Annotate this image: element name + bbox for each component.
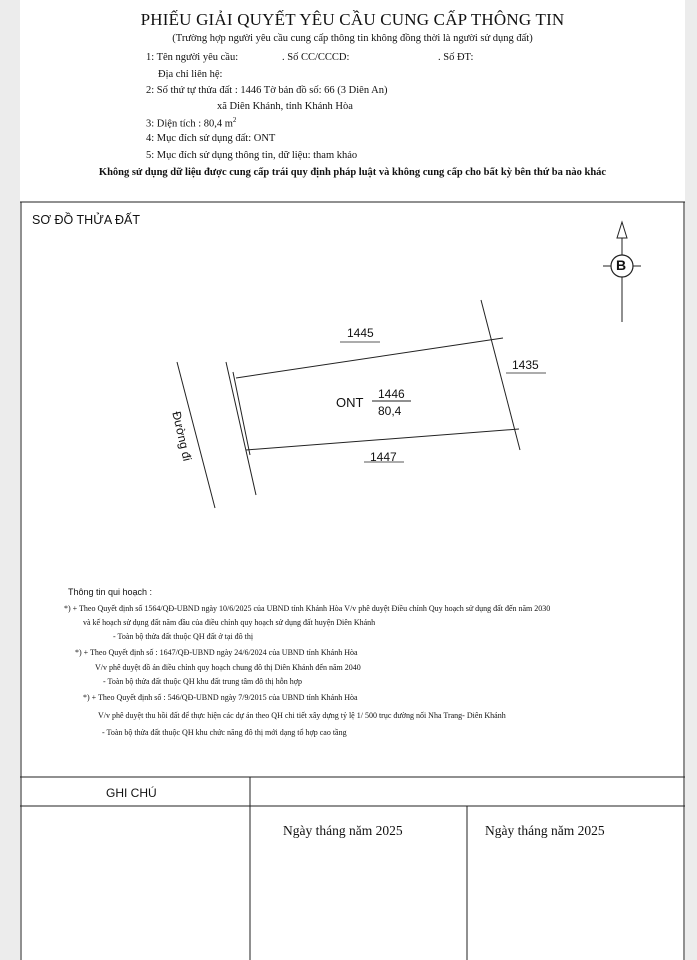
planning-line: V/v phê duyệt thu hồi đất để thực hiện các dự án theo QH chi tiết xây dựng tỷ lệ 1/ 500 trục đường nối Nha Trang- Diên Khánh [98, 711, 506, 720]
requester-id: . Số CC/CCCD: [282, 52, 350, 63]
neighbor-east: 1435 [512, 358, 539, 372]
neighbor-south: 1447 [370, 450, 397, 464]
compass-letter: B [616, 257, 627, 273]
planning-line: - Toàn bộ thửa đất thuộc QH khu chức năng đô thị mới dạng tổ hợp cao tầng [102, 728, 347, 737]
land-use-purpose: 4: Mục đích sử dụng đất: ONT [146, 133, 276, 144]
frame-and-diagram [20, 0, 685, 960]
requester-name: 1: Tên người yêu cầu: [146, 52, 239, 63]
planning-line: và kế hoạch sử dụng đất năm đầu của điều chỉnh quy hoạch sử dụng đất huyện Diên Khánh [83, 618, 376, 627]
planning-line: *) + Theo Quyết định số : 546/QĐ-UBND ngày 7/9/2015 của UBND tỉnh Khánh Hòa [83, 693, 358, 702]
parcel-area: 80,4 [378, 404, 402, 418]
planning-line: V/v phê duyệt đồ án điều chỉnh quy hoạch chung đô thị Diên Khánh đến năm 2040 [95, 663, 361, 672]
notes-title: GHI CHÚ [106, 786, 157, 800]
parcel-edge-west [233, 372, 250, 455]
road-edge-right [226, 362, 256, 495]
planning-line: *) + Theo Quyết định số : 1647/QĐ-UBND ngày 24/6/2024 của UBND tỉnh Khánh Hòa [75, 648, 358, 657]
date-left: Ngày tháng năm 2025 [283, 823, 403, 838]
info-use-purpose: 5: Mục đích sử dụng thông tin, dữ liệu: tham khảo [146, 150, 358, 161]
parcel-location: xã Diên Khánh, tỉnh Khánh Hòa [217, 101, 353, 112]
document-title: PHIẾU GIẢI QUYẾT YÊU CẦU CUNG CẤP THÔNG TIN [140, 10, 565, 29]
requester-phone: . Số ĐT: [438, 52, 474, 63]
land-type-label: ONT [336, 395, 364, 410]
road-label: Đường đi [169, 410, 195, 463]
document-subtitle: (Trường hợp người yêu cầu cung cấp thông tin không đồng thời là người sử dụng đất) [172, 33, 533, 44]
area-superscript: 2 [232, 116, 237, 124]
parcel-edge-north [236, 338, 503, 378]
planning-line: *) + Theo Quyết định số 1564/QĐ-UBND ngày 10/6/2025 của UBND tỉnh Khánh Hòa V/v phê duyệt Điều chỉnh Quy hoạch sử dụng đất đến năm 2030 [64, 604, 551, 613]
area-text: 3: Diện tích : 80,4 m [146, 118, 233, 130]
parcel-number: 1446 [378, 387, 405, 401]
neighbor-north: 1445 [347, 326, 374, 340]
parcel-edge-east [481, 300, 520, 450]
date-right: Ngày tháng năm 2025 [485, 823, 605, 838]
planning-line: - Toàn bộ thửa đất thuộc QH khu đất trung tâm đô thị hỗn hợp [103, 677, 302, 686]
document-page [20, 0, 685, 960]
parcel-edge-south [246, 429, 519, 450]
contact-address: Địa chỉ liên hệ: [158, 69, 223, 80]
planning-line: - Toàn bộ thửa đất thuộc QH đất ở tại đô thị [113, 632, 254, 641]
parcel-info: 2: Số thứ tự thửa đất : 1446 Tờ bản đồ số: 66 (3 Diên An) [146, 85, 388, 96]
diagram-title: SƠ ĐỒ THỬA ĐẤT [32, 213, 140, 227]
planning-title: Thông tin qui hoạch : [68, 587, 153, 597]
usage-warning: Không sử dụng dữ liệu được cung cấp trái quy định pháp luật và không cung cấp cho bất kỳ bên thứ ba nào khác [98, 167, 607, 178]
